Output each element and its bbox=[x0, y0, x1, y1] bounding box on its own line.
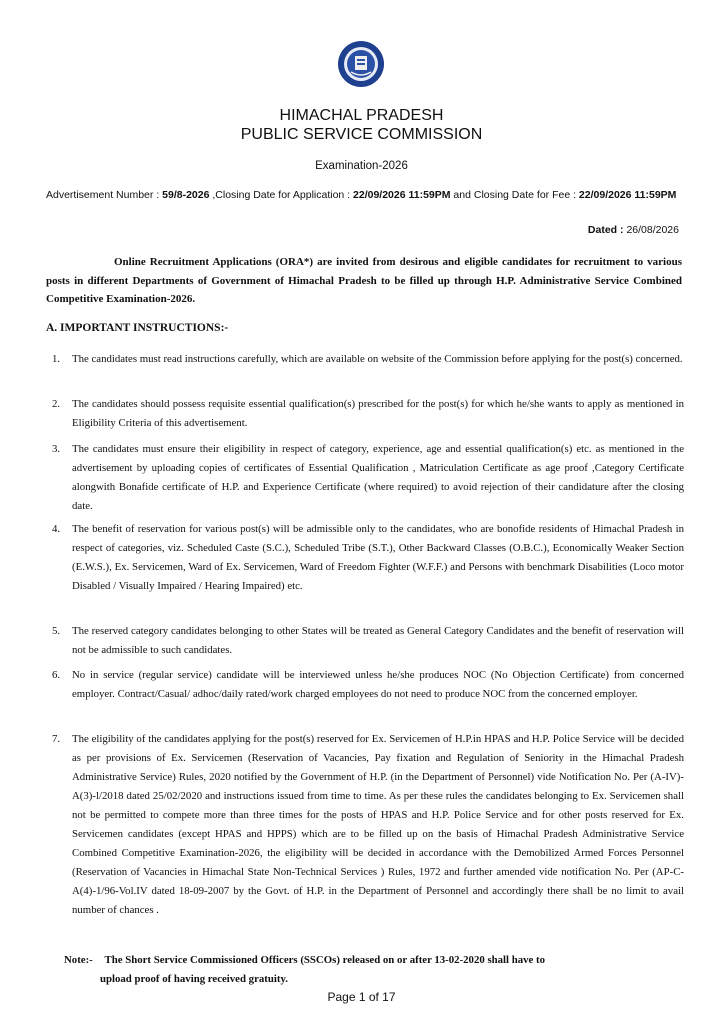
instruction-item bbox=[52, 350, 684, 369]
item-number: 2. bbox=[52, 398, 61, 410]
advertisement-details bbox=[46, 188, 686, 203]
note-line1: The Short Service Commissioned Officers (SSCOs) released on or after 13-02-2020 shall have to bbox=[104, 954, 546, 966]
closing-app-label: ,Closing Date for Application : bbox=[209, 189, 354, 201]
item-number: 6. bbox=[52, 669, 61, 681]
item-text: The reserved category candidates belonging to other States will be treated as General Category Candidates and the benefit of reservation will not be admissible to such candidates. bbox=[72, 625, 684, 656]
dated-label: Dated : bbox=[587, 224, 627, 236]
org-name-line2: PUBLIC SERVICE COMMISSION bbox=[240, 126, 483, 143]
closing-fee-date: 22/09/2026 11:59PM bbox=[578, 189, 677, 201]
dated-line bbox=[588, 224, 679, 236]
exam-title: Examination-2026 bbox=[315, 160, 408, 172]
item-number: 5. bbox=[52, 625, 61, 637]
section-heading: A. IMPORTANT INSTRUCTIONS:- bbox=[46, 322, 229, 334]
closing-fee-label: and Closing Date for Fee : bbox=[450, 189, 579, 201]
item-text: The candidates should possess requisite essential qualification(s) prescribed for the post(s) for which he/she wants to apply as mentioned in Eligibility Criteria of this advertisement. bbox=[72, 398, 684, 429]
instruction-item bbox=[52, 666, 684, 704]
item-text: The eligibility of the candidates applying for the post(s) reserved for Ex. Servicemen of H.P.in HPAS and H.P. Police Service will be decided as per provisions of Ex. Servicemen (Reservation of Vacancies, Pay fixation and Regulation of Seniority in the Himachal Pradesh Administrative Service) Rules, 2020 notified by the Government of H.P. (in the Department of Personnel) vide Notification No. Per (A-IV)-A(3)-l/2018 dated 25/02/2020 and instructions issued from time to time. As per these rules the candidates belonging to Ex. Servicemen shall not be permitted to compete more than three times for the posts of HPAS and H.P. Police Service and for other posts reserved for Ex. Servicemen candidates (except HPAS and HPPS) which are to be filled up on the basis of Himachal Pradesh Administrative Service Combined Competitive Examination-2026, the eligibility will be decided in accordance with the Demobilized Armed Forces Personnel (Reservation of Vacancies in Himachal State Non-Technical Services ) Rules, 1972 and further amended vide notification No. Per (AP-C-A(4)-1/96-Vol.IV dated 18-09-2007 by the Govt. of H.P. in the Department of Personnel and accordingly there shall be no limit to avail number of chances . bbox=[72, 733, 684, 916]
item-number: 3. bbox=[52, 443, 61, 455]
note-line2: upload proof of having received gratuity. bbox=[100, 973, 288, 985]
dated-value: 26/08/2026 bbox=[626, 224, 679, 236]
instruction-item bbox=[52, 622, 684, 660]
org-name-line1: HIMACHAL PRADESH bbox=[279, 107, 444, 124]
page-number: Page 1 of 17 bbox=[327, 990, 396, 1004]
item-text: The candidates must read instructions carefully, which are available on website of the Commission before applying for the post(s) concerned. bbox=[72, 353, 683, 365]
item-number: 7. bbox=[52, 733, 61, 745]
closing-app-date: 22/09/2026 11:59PM bbox=[353, 189, 451, 201]
note-label: Note:- bbox=[64, 954, 93, 966]
hppsc-emblem-icon bbox=[337, 40, 385, 88]
item-number: 1. bbox=[52, 353, 61, 365]
adv-number: 59/8-2026 bbox=[162, 189, 210, 201]
instruction-item bbox=[52, 520, 684, 596]
item-text: The benefit of reservation for various post(s) will be admissible only to the candidates, who are bonofide residents of Himachal Pradesh in respect of categories, viz. Scheduled Caste (S.C.), Scheduled Tribe (S.T.), Other Backward Classes (O.B.C.), Economically Weaker Section (E.W.S.), Ex. Servicemen, Ward of Ex. Servicemen, Ward of Freedom Fighter (W.F.F.) and Persons with benchmark Disabilities (Loco motor Disabled / Visually Impaired / Hearing Impaired) etc. bbox=[72, 523, 684, 592]
item-text: The candidates must ensure their eligibility in respect of category, experience, age and essential qualification(s) etc. as mentioned in the advertisement by uploading copies of certificates of Essential Qualification , Matriculation Certificate as age proof ,Category Certificate alongwith Bonafide certificate of H.P. and Experience Certificate (where required) to avoid rejection of their candidature after the closing date. bbox=[72, 443, 684, 512]
adv-number-label: Advertisement Number : bbox=[46, 189, 163, 201]
instruction-item bbox=[52, 730, 684, 920]
item-text: No in service (regular service) candidate will be interviewed unless he/she produces NOC (No Objection Certificate) from concerned employer. Contract/Casual/ adhoc/daily rated/work charged employees do not need to produce NOC from the concerned employer. bbox=[72, 669, 684, 700]
item-number: 4. bbox=[52, 523, 61, 535]
note-block bbox=[64, 951, 682, 989]
intro-paragraph: Online Recruitment Applications (ORA*) are invited from desirous and eligible candidates for recruitment to various posts in different Departments of Government of Himachal Pradesh to be filled up through H.P. Administrative Service Combined Competitive Examination-2026. bbox=[46, 256, 682, 305]
instruction-item bbox=[52, 395, 684, 433]
instruction-item bbox=[52, 440, 684, 516]
